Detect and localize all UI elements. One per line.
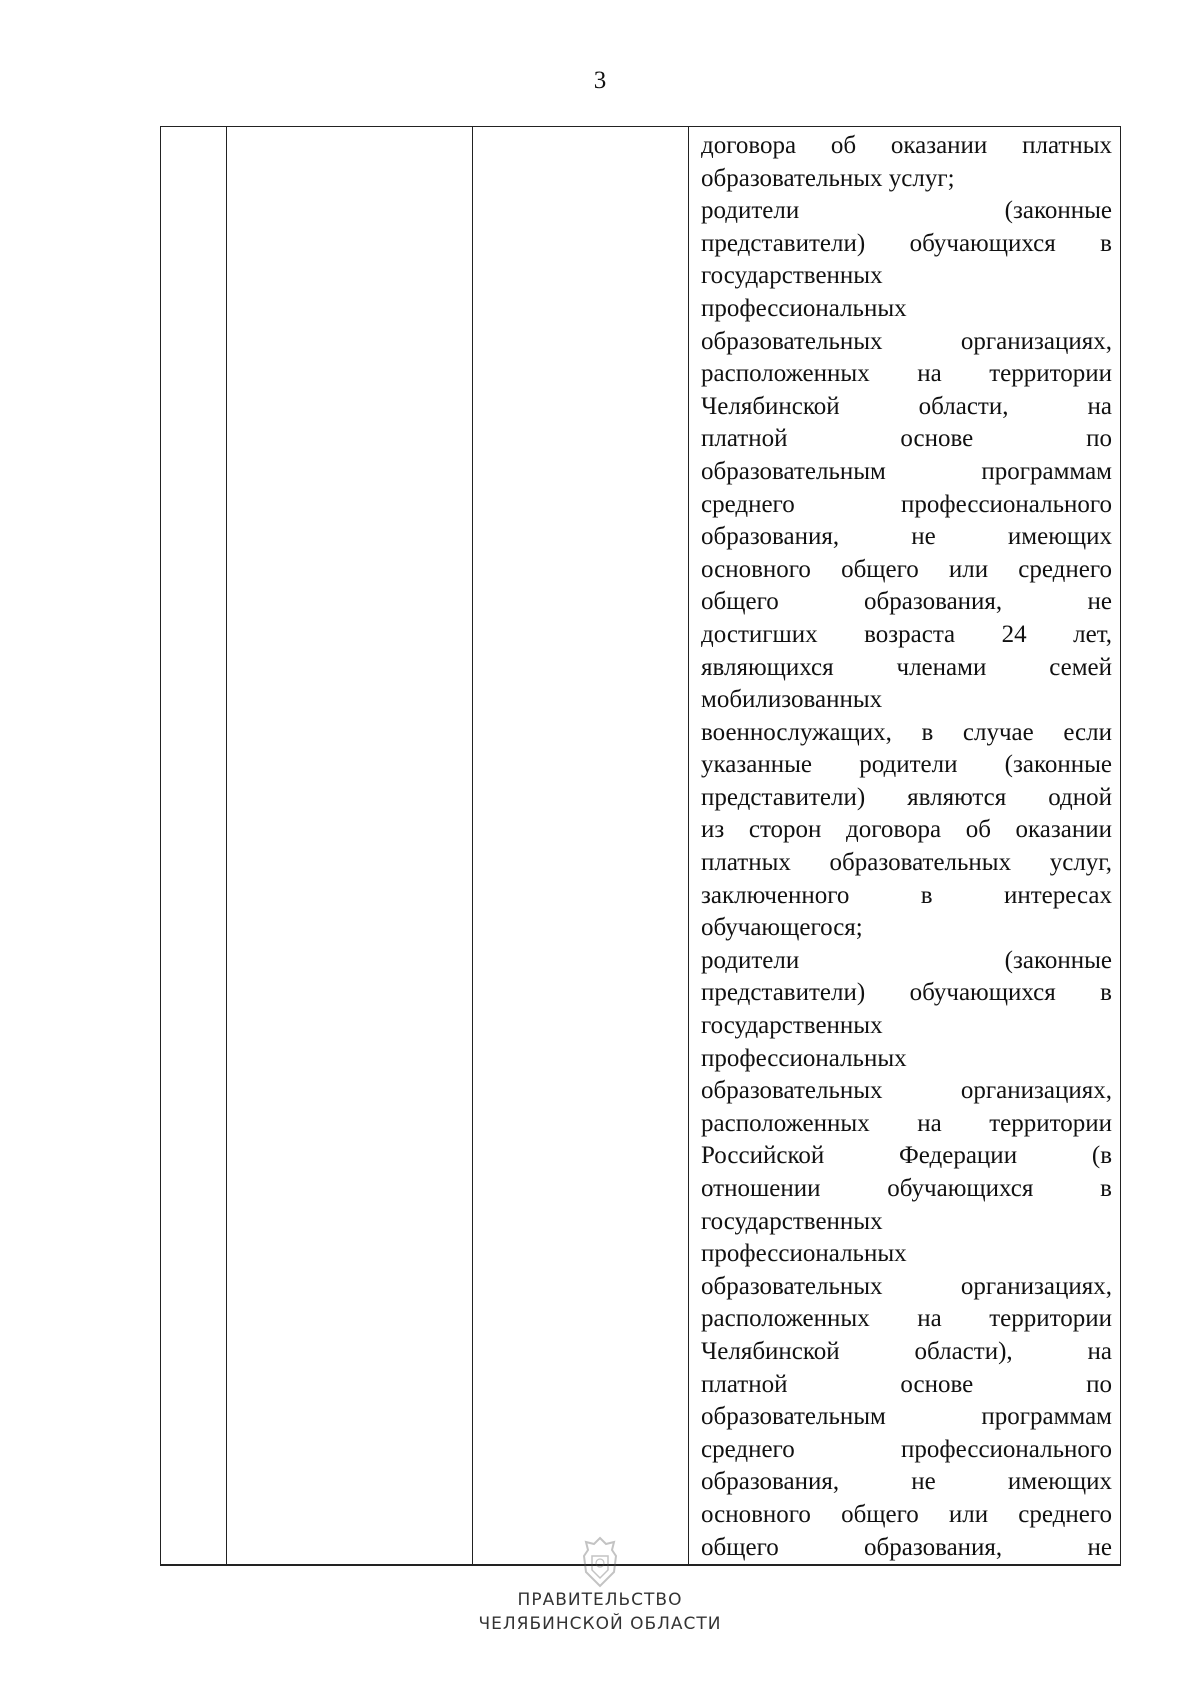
text-line: профессиональных bbox=[701, 294, 907, 322]
table-cell-basis bbox=[473, 127, 689, 1566]
text-line: государственных bbox=[701, 1012, 883, 1040]
text-line: образовательных услуг; bbox=[701, 164, 955, 192]
text-line: родители (законные bbox=[701, 946, 1112, 974]
text-line: Челябинской области), на bbox=[701, 1337, 1112, 1365]
text-line: мобилизованных bbox=[701, 686, 883, 714]
text-line: расположенных на территории bbox=[701, 1109, 1112, 1137]
text-line: профессиональных bbox=[701, 1044, 907, 1072]
text-line: основного общего или среднего bbox=[701, 555, 1112, 583]
text-line: Челябинской области, на bbox=[701, 392, 1112, 420]
text-line: образовательных организациях, bbox=[701, 1272, 1112, 1300]
table-cell-number bbox=[161, 127, 227, 1566]
text-line: расположенных на территории bbox=[701, 1305, 1112, 1333]
text-line: государственных bbox=[701, 1207, 883, 1235]
text-line: основного общего или среднего bbox=[701, 1500, 1112, 1528]
text-line: образования, не имеющих bbox=[701, 1468, 1112, 1496]
text-line: указанные родители (законные bbox=[701, 751, 1112, 779]
text-line: Российской Федерации (в bbox=[701, 1142, 1112, 1170]
text-line: профессиональных bbox=[701, 1240, 907, 1268]
text-line: государственных bbox=[701, 262, 883, 290]
document-table bbox=[160, 126, 1121, 1566]
text-line: образования, не имеющих bbox=[701, 523, 1112, 551]
text-line: образовательным программам bbox=[701, 457, 1112, 485]
text-line: платных образовательных услуг, bbox=[701, 849, 1112, 877]
text-line: родители (законные bbox=[701, 197, 1112, 225]
text-line: среднего профессионального bbox=[701, 1435, 1112, 1463]
text-line: общего образования, не bbox=[701, 588, 1112, 616]
page-number: 3 bbox=[593, 67, 607, 94]
text-line: представители) обучающихся в bbox=[701, 229, 1112, 257]
table-cell-recipients bbox=[689, 127, 1121, 1566]
text-line: образовательным программам bbox=[701, 1403, 1112, 1431]
text-line: отношении обучающихся в bbox=[701, 1175, 1112, 1202]
text-line: обучающегося; bbox=[701, 914, 863, 942]
table-row bbox=[161, 127, 1121, 1566]
table-cell-name bbox=[227, 127, 473, 1566]
text-line: образовательных организациях, bbox=[701, 1077, 1112, 1105]
text-line: достигших возраста 24 лет, bbox=[701, 620, 1112, 648]
text-line: среднего профессионального bbox=[701, 490, 1112, 518]
text-line: общего образования, не bbox=[701, 1533, 1112, 1561]
text-line: представители) являются одной bbox=[701, 783, 1112, 811]
text-line: представители) обучающихся в bbox=[701, 979, 1112, 1007]
government-stamp bbox=[0, 1536, 1200, 1636]
text-line: платной основе по bbox=[701, 425, 1112, 453]
text-line: являющихся членами семей bbox=[701, 653, 1112, 681]
text-line: военнослужащих, в случае если bbox=[701, 718, 1112, 746]
text-line: договора об оказании платных bbox=[701, 132, 1112, 159]
stamp-line-1: ПРАВИТЕЛЬСТВО bbox=[517, 1590, 683, 1610]
text-line: расположенных на территории bbox=[701, 360, 1112, 388]
stamp-line-2: ЧЕЛЯБИНСКОЙ ОБЛАСТИ bbox=[478, 1614, 722, 1634]
text-line: из сторон договора об оказании bbox=[701, 816, 1112, 844]
text-line: заключенного в интересах bbox=[701, 881, 1112, 909]
recipients-text bbox=[689, 127, 1120, 1564]
text-line: платной основе по bbox=[701, 1370, 1112, 1398]
coat-of-arms-icon bbox=[580, 1536, 620, 1588]
text-line: образовательных организациях, bbox=[701, 327, 1112, 355]
